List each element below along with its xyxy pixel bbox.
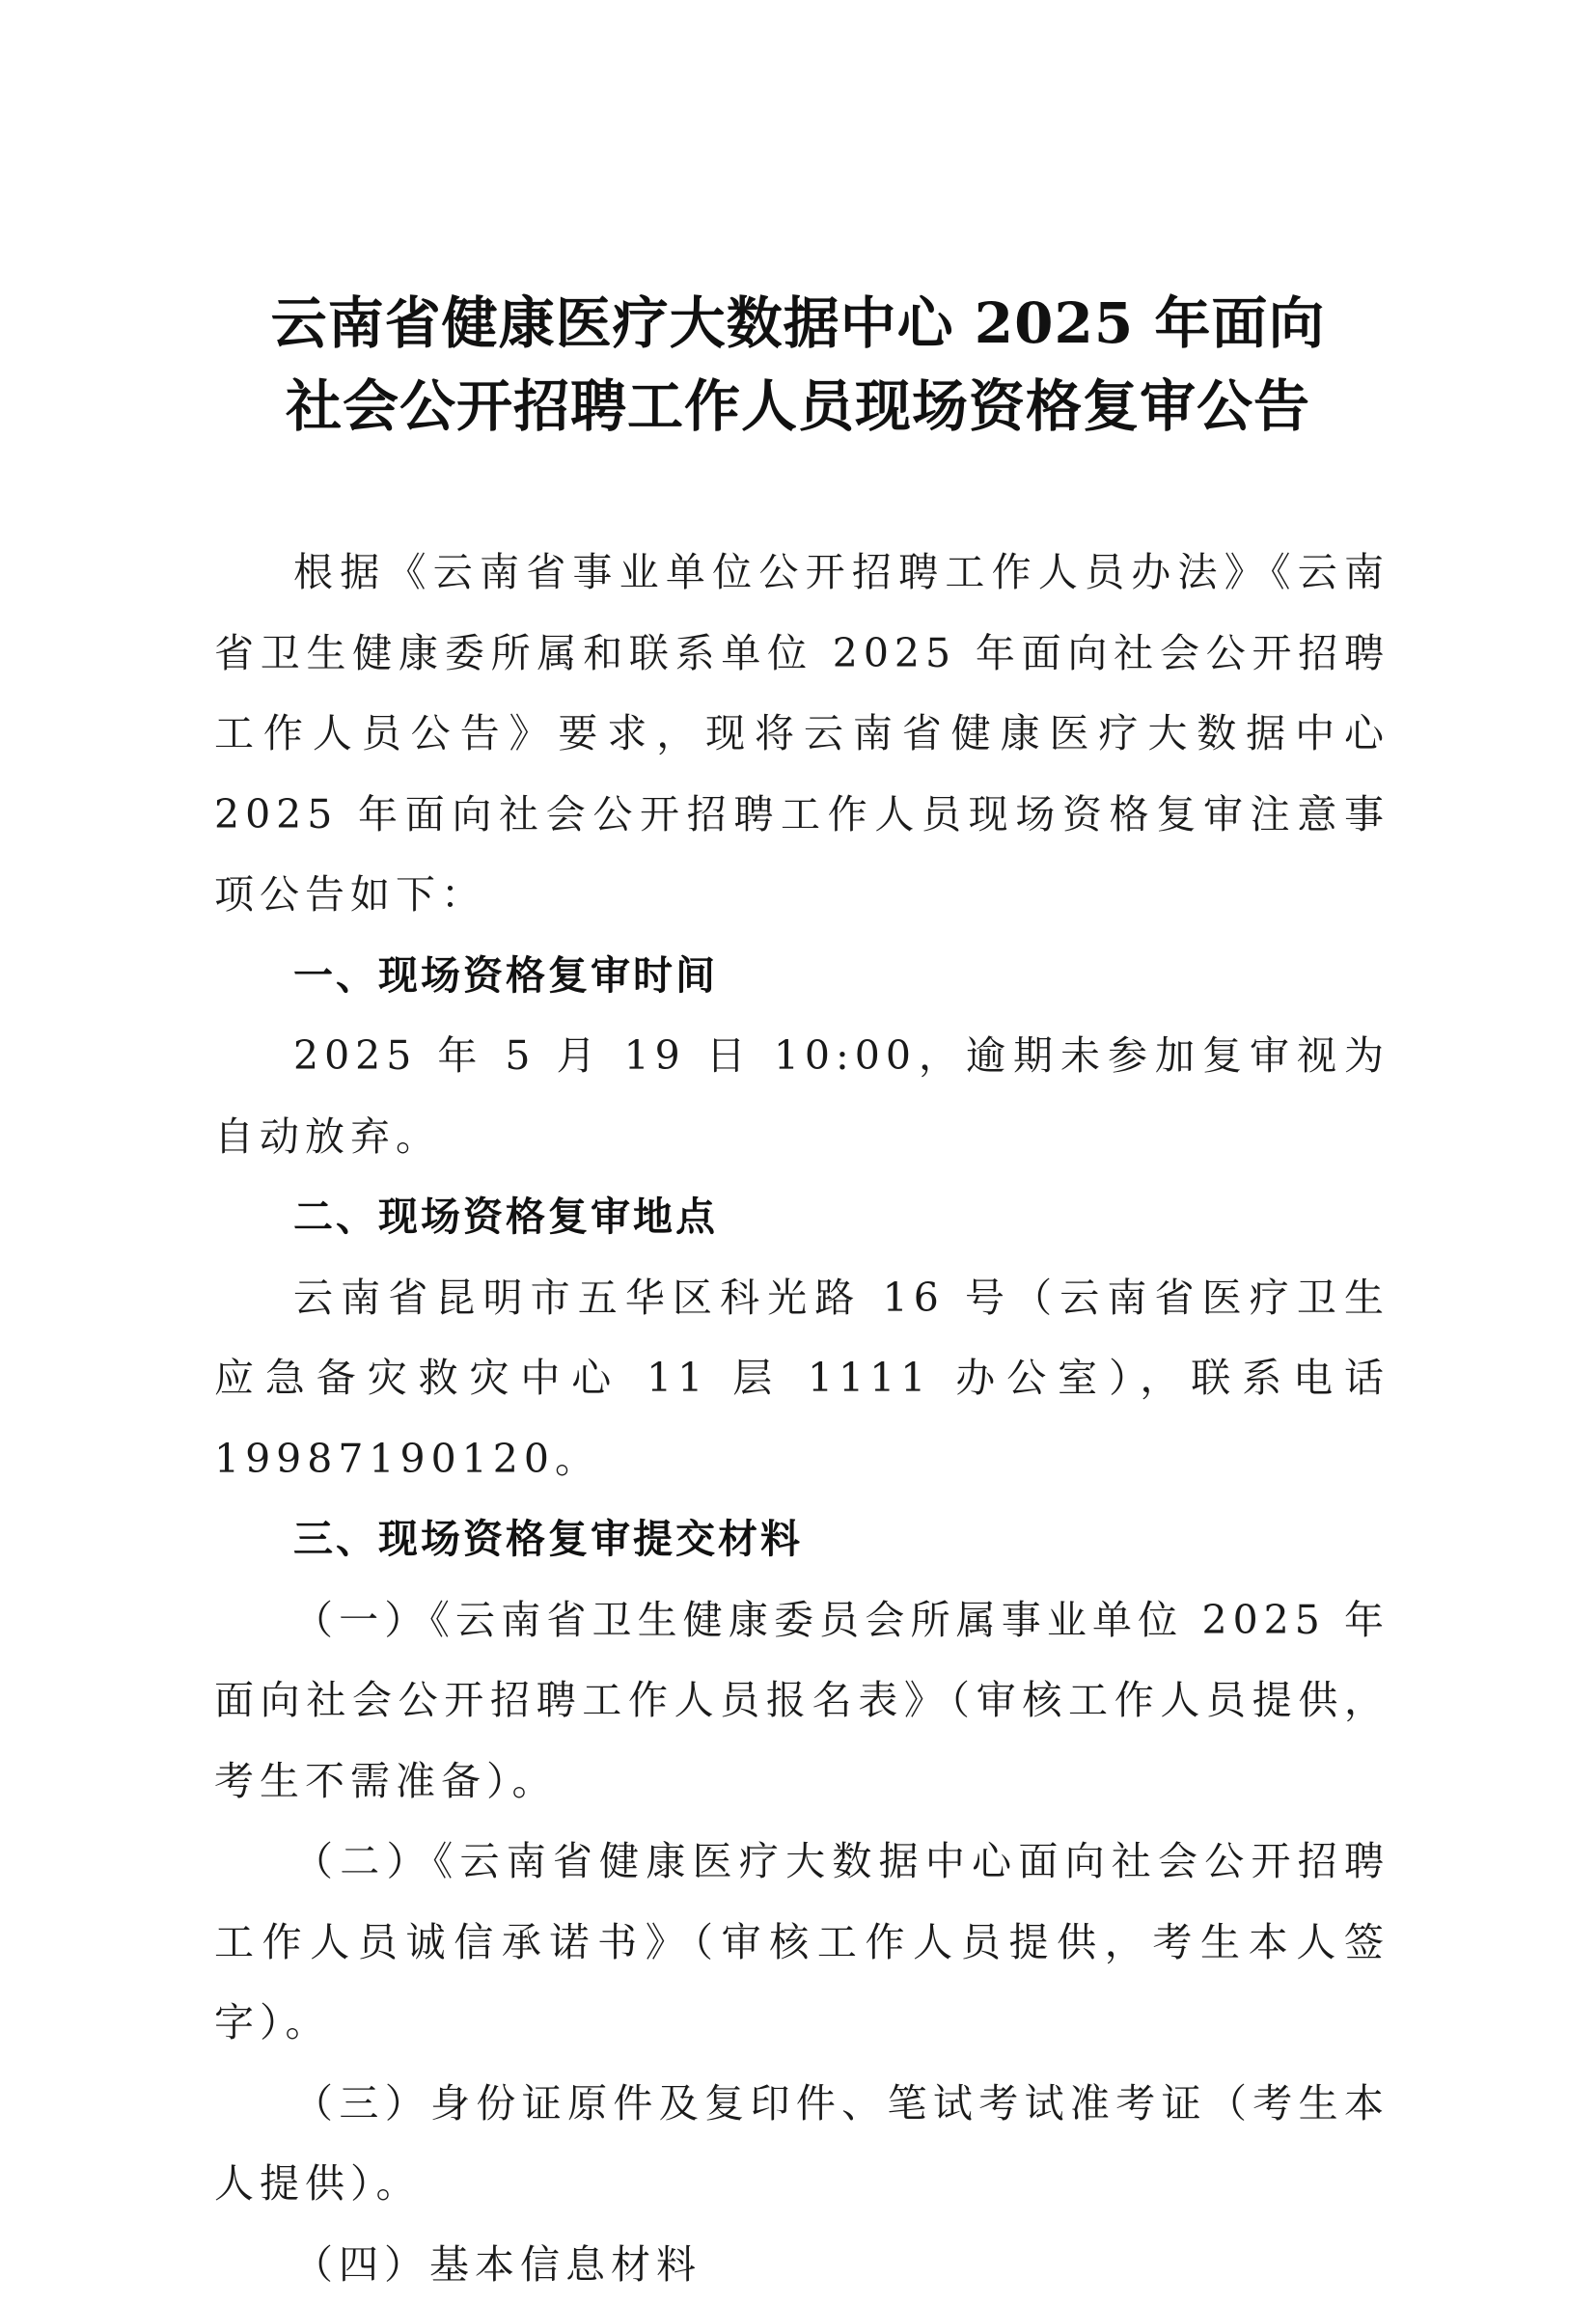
title-line-1: 云南省健康医疗大数据中心 2025 年面向: [116, 282, 1480, 365]
document-body: [214, 533, 1390, 2305]
paragraph-material-1: （一）《云南省卫生健康委员会所属事业单位 2025 年面向社会公开招聘工作人员报名表》（审核工作人员提供，考生不需准备）。: [214, 1580, 1390, 1823]
paragraph-material-3: （三）身份证原件及复印件、笔试考试准考证（考生本人提供）。: [214, 2064, 1390, 2225]
section-heading-location: 二、现场资格复审地点: [214, 1177, 1390, 1258]
paragraph-material-4: （四）基本信息材料: [214, 2225, 1390, 2305]
paragraph-time: 2025 年 5 月 19 日 10:00，逾期未参加复审视为自动放弃。: [214, 1016, 1390, 1177]
document-title: [116, 282, 1480, 448]
paragraph-location: 云南省昆明市五华区科光路 16 号（云南省医疗卫生应急备灾救灾中心 11 层 1111 办公室），联系电话 19987190120。: [214, 1258, 1390, 1500]
section-heading-materials: 三、现场资格复审提交材料: [214, 1499, 1390, 1580]
title-line-2: 社会公开招聘工作人员现场资格复审公告: [116, 365, 1480, 448]
paragraph-material-2: （二）《云南省健康医疗大数据中心面向社会公开招聘工作人员诚信承诺书》（审核工作人员提供，考生本人签字）。: [214, 1822, 1390, 2064]
intro-paragraph: 根据《云南省事业单位公开招聘工作人员办法》《云南省卫生健康委所属和联系单位 2025 年面向社会公开招聘工作人员公告》要求，现将云南省健康医疗大数据中心 2025 年面向社会公开招聘工作人员现场资格复审注意事项公告如下：: [214, 533, 1390, 936]
section-heading-time: 一、现场资格复审时间: [214, 936, 1390, 1017]
